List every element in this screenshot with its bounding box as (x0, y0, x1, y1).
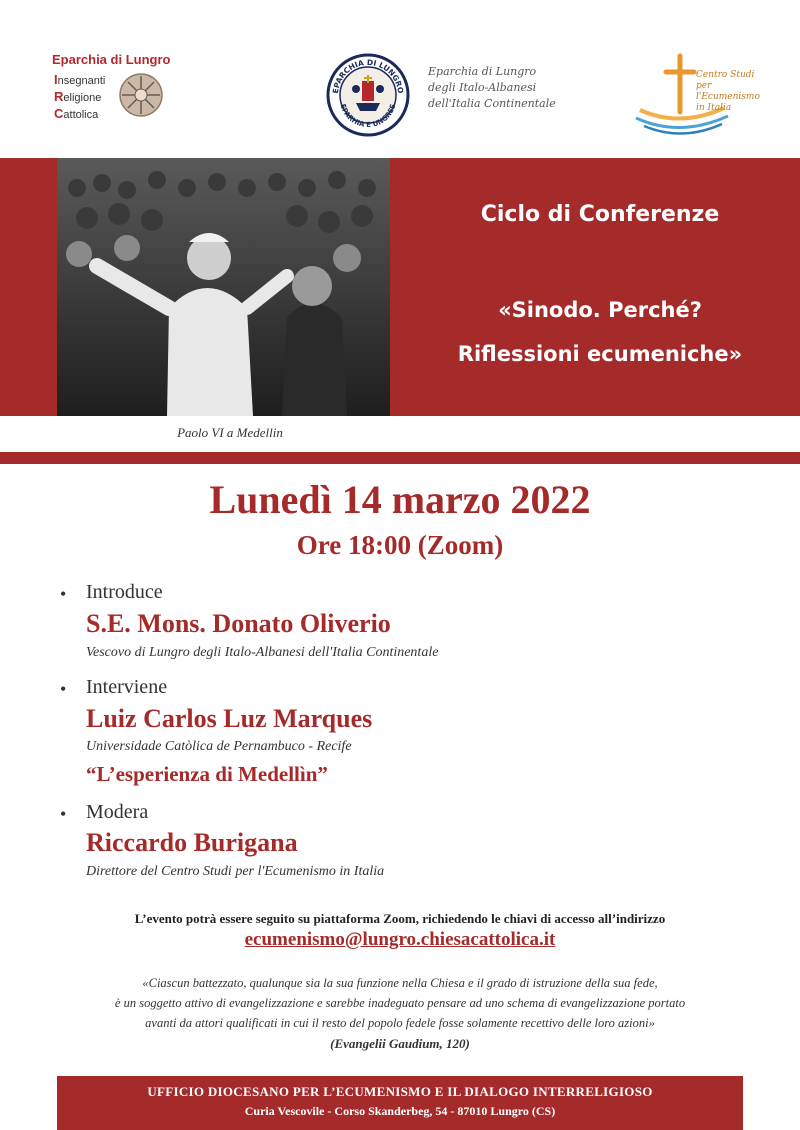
eparchy-name-line-2: degli Italo-Albanesi (428, 81, 537, 94)
eparchy-name-line-3: dell'Italia Continentale (428, 97, 556, 110)
event-date: Lunedì 14 marzo 2022 (209, 477, 591, 522)
eparchy-name-line-1: Eparchia di Lungro (428, 65, 537, 78)
access-info: L’evento potrà essere seguito su piattaforma Zoom, richiedendo le chiavi di accesso all’indirizzo (134, 911, 666, 926)
irc-emblem-icon (118, 72, 164, 118)
program-name: Luiz Carlos Luz Marques (86, 704, 373, 733)
program-role: Modera (86, 801, 149, 823)
program-talk-title: “L’esperienza di Medellìn” (86, 762, 328, 786)
bullet-icon: • (60, 804, 67, 824)
irc-logo-line-1: Insegnanti (54, 72, 106, 87)
crowd-photo-icon (57, 158, 390, 416)
irc-logo (52, 52, 182, 132)
eparchy-seal-icon (326, 53, 410, 137)
irc-logo-line-2: Religione (54, 89, 102, 104)
program-affiliation: Direttore del Centro Studi per l'Ecumenismo in Italia (86, 864, 385, 879)
event-time: Ore 18:00 (Zoom) (296, 530, 504, 560)
program-name: S.E. Mons. Donato Oliverio (86, 609, 391, 638)
photo-paolo-vi (57, 158, 390, 416)
footer-address: Curia Vescovile - Corso Skanderbeg, 54 - 87010 Lungro (CS) (244, 1104, 556, 1118)
svg-text:EPARCHIA DI LUNGRO: EPARCHIA DI LUNGRO (330, 57, 406, 94)
bullet-icon: • (60, 584, 67, 604)
program-affiliation: Vescovo di Lungro degli Italo-Albanesi dell'Italia Continentale (86, 645, 439, 660)
eparchy-name (428, 64, 598, 112)
series-title: Ciclo di Conferenze (480, 202, 720, 227)
centro-logo-text: Centro Studi per l'Ecumenismo in Italia (696, 70, 760, 113)
irc-logo-line-3: Cattolica (54, 106, 99, 121)
quote-line-1: «Ciascun battezzato, qualunque sia la sua funzione nella Chiesa e il grado di istruzione della sua fede, (142, 976, 658, 990)
footer-office-name: UFFICIO DIOCESANO PER L’ECUMENISMO E IL DIALOGO INTERRELIGIOSO (147, 1084, 653, 1099)
centro-studi-logo (632, 50, 772, 140)
divider-stripe (0, 452, 800, 464)
bullet-icon: • (60, 679, 67, 699)
svg-text:EPARHIA E UNGRES: EPARHIA E UNGRES (338, 103, 398, 130)
quote-line-2: è un soggetto attivo di evangelizzazione e sarebbe inadeguato pensare ad uno schema di evangelizzazione portato (114, 996, 686, 1010)
contact-email-link[interactable]: ecumenismo@lungro.chiesacattolica.it (244, 929, 556, 950)
program-role: Introduce (86, 581, 163, 603)
quote-source: (Evangelii Gaudium, 120) (330, 1036, 470, 1051)
quote-line-3: avanti da attori qualificati in cui il resto del popolo fedele fosse solamente recettivo delle loro azioni» (145, 1016, 655, 1030)
program-name: Riccardo Burigana (86, 828, 298, 857)
program-role: Interviene (86, 676, 168, 698)
series-subtitle-line-1: «Sinodo. Perché? (498, 298, 702, 322)
program-affiliation: Universidade Catòlica de Pernambuco - Recife (86, 739, 352, 754)
series-subtitle-line-2: Riflessioni ecumeniche» (457, 342, 743, 366)
photo-caption: Paolo VI a Medellin (177, 425, 283, 440)
irc-logo-title: Eparchia di Lungro (52, 52, 171, 67)
eparchy-seal (326, 53, 410, 137)
